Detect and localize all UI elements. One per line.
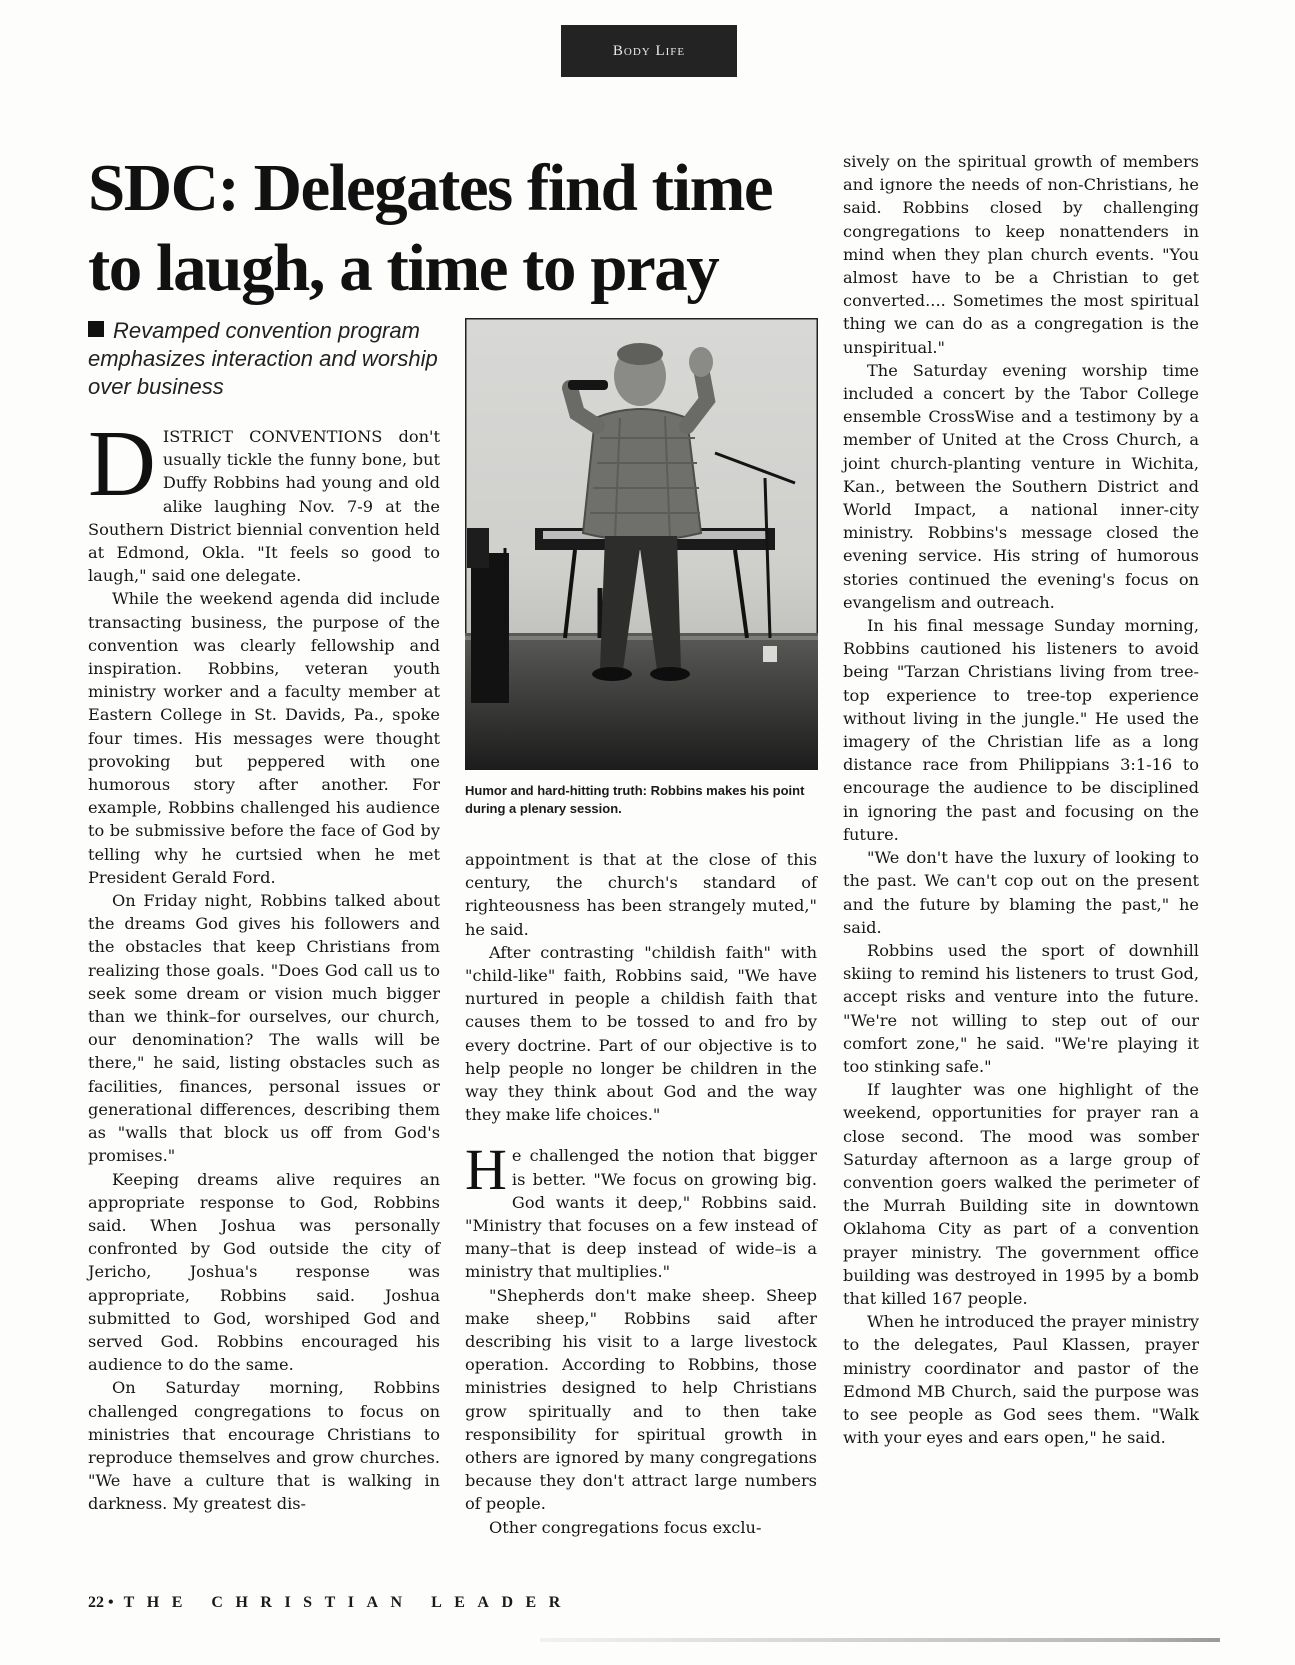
- article-headline: SDC: Delegates find time to laugh, a time to pray: [88, 151, 773, 305]
- drop-cap: D: [88, 412, 156, 516]
- paragraph: In his final message Sunday morning, Robbins cautioned his listeners to avoid being "Tarzan Christians living from tree-top experience to tree-top experience without living in the jungle." He used the imagery of the Christian life as a long distance race from Philippians 3:1-16 to encourage the audience to be disciplined in ignoring the past and focusing on the future.: [843, 616, 1199, 844]
- deck-bullet-icon: [88, 321, 104, 337]
- photo-illustration: [465, 318, 818, 770]
- drop-cap: H: [465, 1137, 507, 1203]
- paragraph: On Friday night, Robbins talked about the dreams God gives his followers and the obstacles that keep Christians from realizing those goals. "Does God call us to seek some dream or vision much bigger than we think–for ourselves, our church, our denomination? The walls will be there," he said, listing obstacles such as facilities, finances, personal issues or generational differences, describing them as "walls that block us off from God's promises.": [88, 891, 440, 1166]
- deck-text: Revamped convention program emphasizes interaction and worship over business: [88, 318, 438, 399]
- lead-in: ISTRICT CONVENTIONS: [162, 427, 383, 446]
- paragraph: Robbins used the sport of downhill skiing to remind his listeners to trust God, accept risks and venture into the future. "We're not willing to step out of our comfort zone," he said. "We're playing it too stinking safe.": [843, 940, 1199, 1076]
- page-footer: [88, 1594, 573, 1612]
- paragraph: The Saturday evening worship time included a concert by the Tabor College ensemble CrossWise and a testimony by a member of United at the Cross Church, a joint church-planting venture in Wichita, Kan., between the Southern District and World Impact, a national inner-city ministry. Robbins's message closed the evening service. His string of humorous stories continued the evening's focus on evangelism and outreach.: [843, 360, 1199, 612]
- lead-text: don't usually tickle the funny bone, but Duffy Robbins had young and old alike laughing Nov. 7-9 at the Southern District biennial convention held at Edmond, Okla. "It feels so good to laugh," said one delegate.: [88, 427, 440, 586]
- paragraph: "We don't have the luxury of looking to the past. We can't cop out on the present and the future by blaming the past," he said.: [843, 848, 1199, 937]
- paragraph: Other congregations focus exclu-: [489, 1517, 762, 1537]
- column-2: [465, 848, 817, 1539]
- paragraph: [465, 1137, 817, 1283]
- paragraph: On Saturday morning, Robbins challenged congregations to focus on ministries that encourage Christians to reproduce themselves and grow churches. "We have a culture that is walking in darkness. My greatest dis-: [88, 1378, 440, 1514]
- article-deck: [88, 317, 458, 401]
- paragraph: When he introduced the prayer ministry to the delegates, Paul Klassen, prayer ministry coordinator and pastor of the Edmond MB Church, said the purpose was to see people as God sees them. "Walk with your eyes and ears open," he said.: [843, 1312, 1199, 1448]
- speaker-photo: [465, 318, 818, 770]
- column-1: [88, 412, 440, 1516]
- section-label: Body Life: [561, 25, 737, 77]
- paragraph: While the weekend agenda did include transacting business, the purpose of the convention was clearly fellowship and inspiration. Robbins, veteran youth ministry worker and a faculty member at Eastern College in St. Davids, Pa., spoke four times. His messages were thought provoking but peppered with one humorous story after another. For example, Robbins challenged his audience to be submissive before the face of God by telling why he curtsied when he met President Gerald Ford.: [88, 589, 440, 887]
- page-number: 22: [88, 1594, 104, 1611]
- footer-rule: [540, 1638, 1220, 1642]
- photo-caption: Humor and hard-hitting truth: Robbins makes his point during a plenary session.: [465, 783, 805, 816]
- paragraph: "Shepherds don't make sheep. Sheep make sheep," Robbins said after describing his visit to a large livestock operation. According to Robbins, those ministries designed to help Christians grow spiritually and to then take responsibility for spiritual growth in others are ignored by many congregations because they don't attract large numbers of people.: [465, 1285, 817, 1514]
- paragraph: sively on the spiritual growth of members and ignore the needs of non-Christians, he said. Robbins closed by challenging congregations to keep nonattenders in mind when they plan church events. "You almost have to be a Christian to get converted.... Sometimes the most spiritual thing we can do as a congregation is the unspiritual.": [843, 152, 1199, 357]
- paragraph-text: e challenged the notion that bigger is better. "We focus on growing big. God wants it deep," Robbins said. "Ministry that focuses on a few instead of many–that is deep instead of wide–is a ministry that multiplies.": [465, 1146, 817, 1282]
- paragraph: appointment is that at the close of this century, the church's standard of righteousness has been strangely muted," he said.: [465, 850, 817, 939]
- paragraph: If laughter was one highlight of the weekend, opportunities for prayer ran a close second. The mood was somber Saturday afternoon as a large group of convention goers walked the perimeter of the Murrah Building site in downtown Oklahoma City as part of a convention prayer ministry. The government office building was destroyed in 1995 by a bomb that killed 167 people.: [843, 1080, 1199, 1308]
- paragraph: After contrasting "childish faith" with "child-like" faith, Robbins said, "We have nurtured in people a childish faith that causes them to be tossed to and fro by every doctrine. Part of our objective is to help people no longer be children in the way they think about God and the way they make life choices.": [465, 942, 817, 1125]
- paragraph: Keeping dreams alive requires an appropriate response to God, Robbins said. When Joshua was personally confronted by God outside the city of Jericho, Joshua's response was appropriate, Robbins said. Joshua submitted to God, worshiped God and served God. Robbins encouraged his audience to do the same.: [88, 1169, 440, 1375]
- column-3: [843, 150, 1199, 1449]
- footer-separator: •: [108, 1594, 114, 1611]
- paragraph: [88, 412, 440, 587]
- magazine-name: THE CHRISTIAN LEADER: [123, 1594, 573, 1611]
